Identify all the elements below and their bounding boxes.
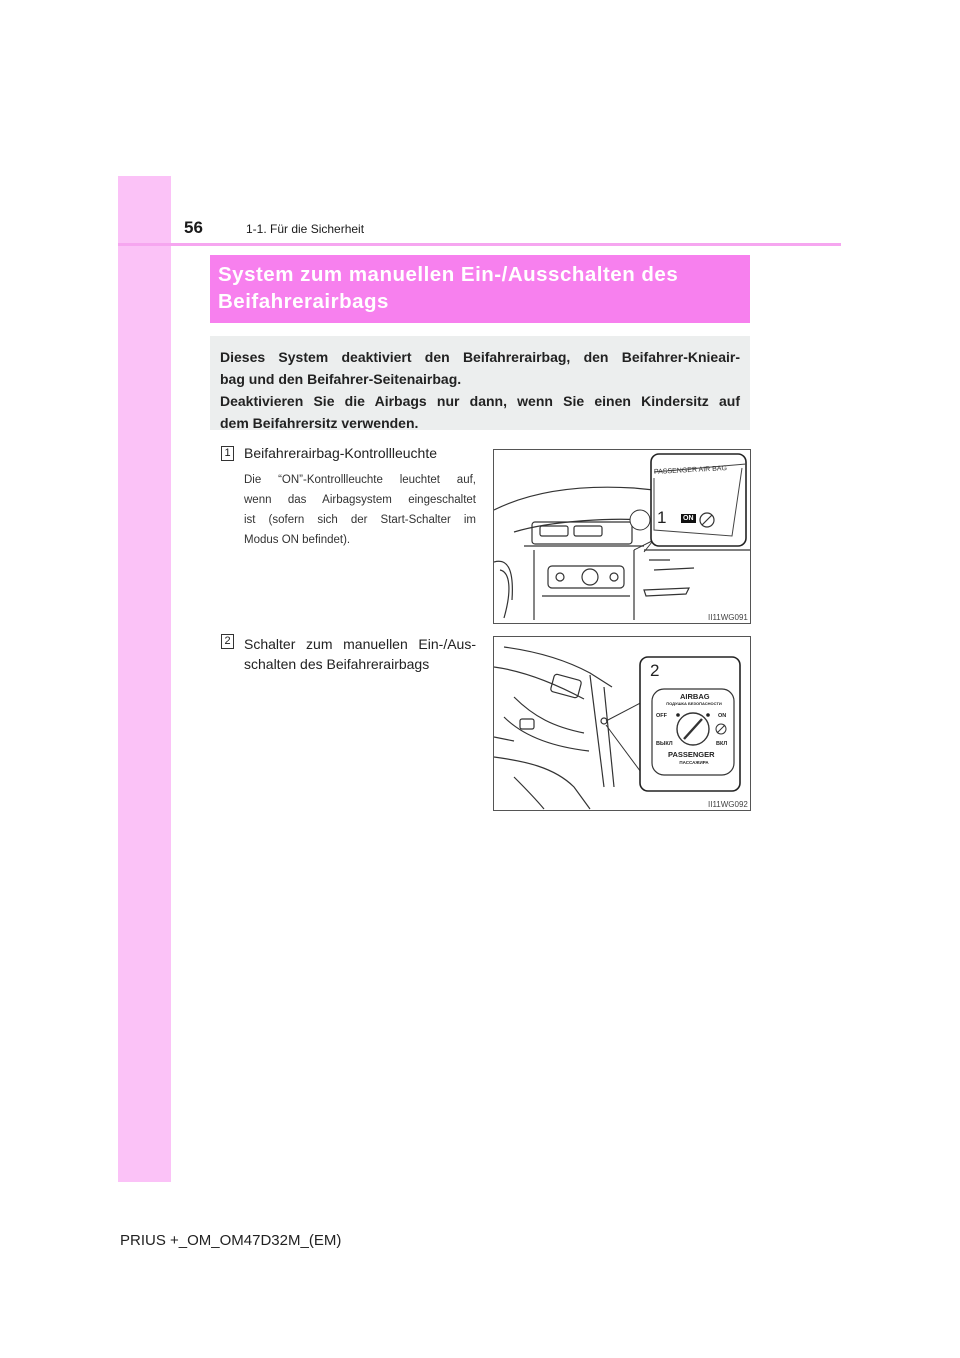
on-label: ON [718, 713, 727, 719]
switch-bottom-label: PASSENGER [668, 750, 715, 759]
callout-label: PASSENGER AIR BAG [653, 465, 728, 476]
intro-line-4: dem Beifahrersitz verwenden. [220, 415, 419, 431]
item-1-desc-line-3: ist (sofern sich der Start-Schalter im [244, 514, 476, 526]
item-2-title-line-1: Schalter zum manuellen Ein-/Aus- [244, 636, 476, 652]
section-title: 1-1. Für die Sicherheit [246, 222, 365, 236]
header-rule [118, 243, 841, 246]
switch-illustration [494, 637, 750, 810]
item-1-title: Beifahrerairbag-Kontrollleuchte [244, 445, 437, 461]
switch-top-label: AIRBAG [680, 692, 710, 701]
item-2-title-line-2: schalten des Beifahrerairbags [244, 656, 430, 672]
figure-1-callout-number: 1 [657, 508, 667, 527]
intro-box [210, 336, 750, 430]
switch-bottom-label-ru: ПАССАЖИРА [679, 760, 709, 765]
dashboard-illustration [494, 450, 750, 623]
side-band [118, 176, 171, 1182]
figure-airbag-switch [493, 636, 751, 811]
item-1-desc-line-4: Modus ON befindet). [244, 534, 351, 546]
switch-top-label-ru: ПОДУШКА БЕЗОПАСНОСТИ [666, 701, 722, 706]
intro-line-2: bag und den Beifahrer-Seitenairbag. [220, 371, 462, 387]
page-number: 56 [184, 218, 203, 237]
off-label: OFF [656, 713, 667, 719]
title-line-1: System zum manuellen Ein-/Ausschalten des [218, 263, 679, 286]
footer: PRIUS +_OM_OM47D32M_(EM) [120, 1232, 342, 1249]
item-1-number: 1 [221, 446, 234, 461]
title-line-2: Beifahrerairbags [218, 290, 389, 313]
item-1-desc-line-1: Die “ON”-Kontrollleuchte leuchtet auf, [244, 474, 476, 486]
figure-indicator-dashboard [493, 449, 751, 624]
figure-2-code: II11WG092 [708, 800, 748, 809]
item-1-desc [244, 470, 476, 550]
figure-1-code: II11WG091 [708, 613, 748, 622]
figure-2-callout-number: 2 [650, 661, 660, 680]
item-2-number: 2 [221, 634, 234, 649]
off-label-ru: ВЫКЛ [656, 741, 673, 747]
on-label-ru: ВКЛ [716, 741, 728, 747]
intro-line-3: Deaktivieren Sie die Airbags nur dann, wenn Sie einen Kindersitz auf [220, 393, 740, 409]
item-1-desc-line-2: wenn das Airbagsystem eingeschaltet [244, 494, 476, 506]
on-indicator-icon: ON [683, 515, 694, 522]
title-box [210, 255, 750, 323]
intro-line-1: Dieses System deaktiviert den Beifahrerairbag, den Beifahrer-Knieair- [220, 349, 740, 365]
